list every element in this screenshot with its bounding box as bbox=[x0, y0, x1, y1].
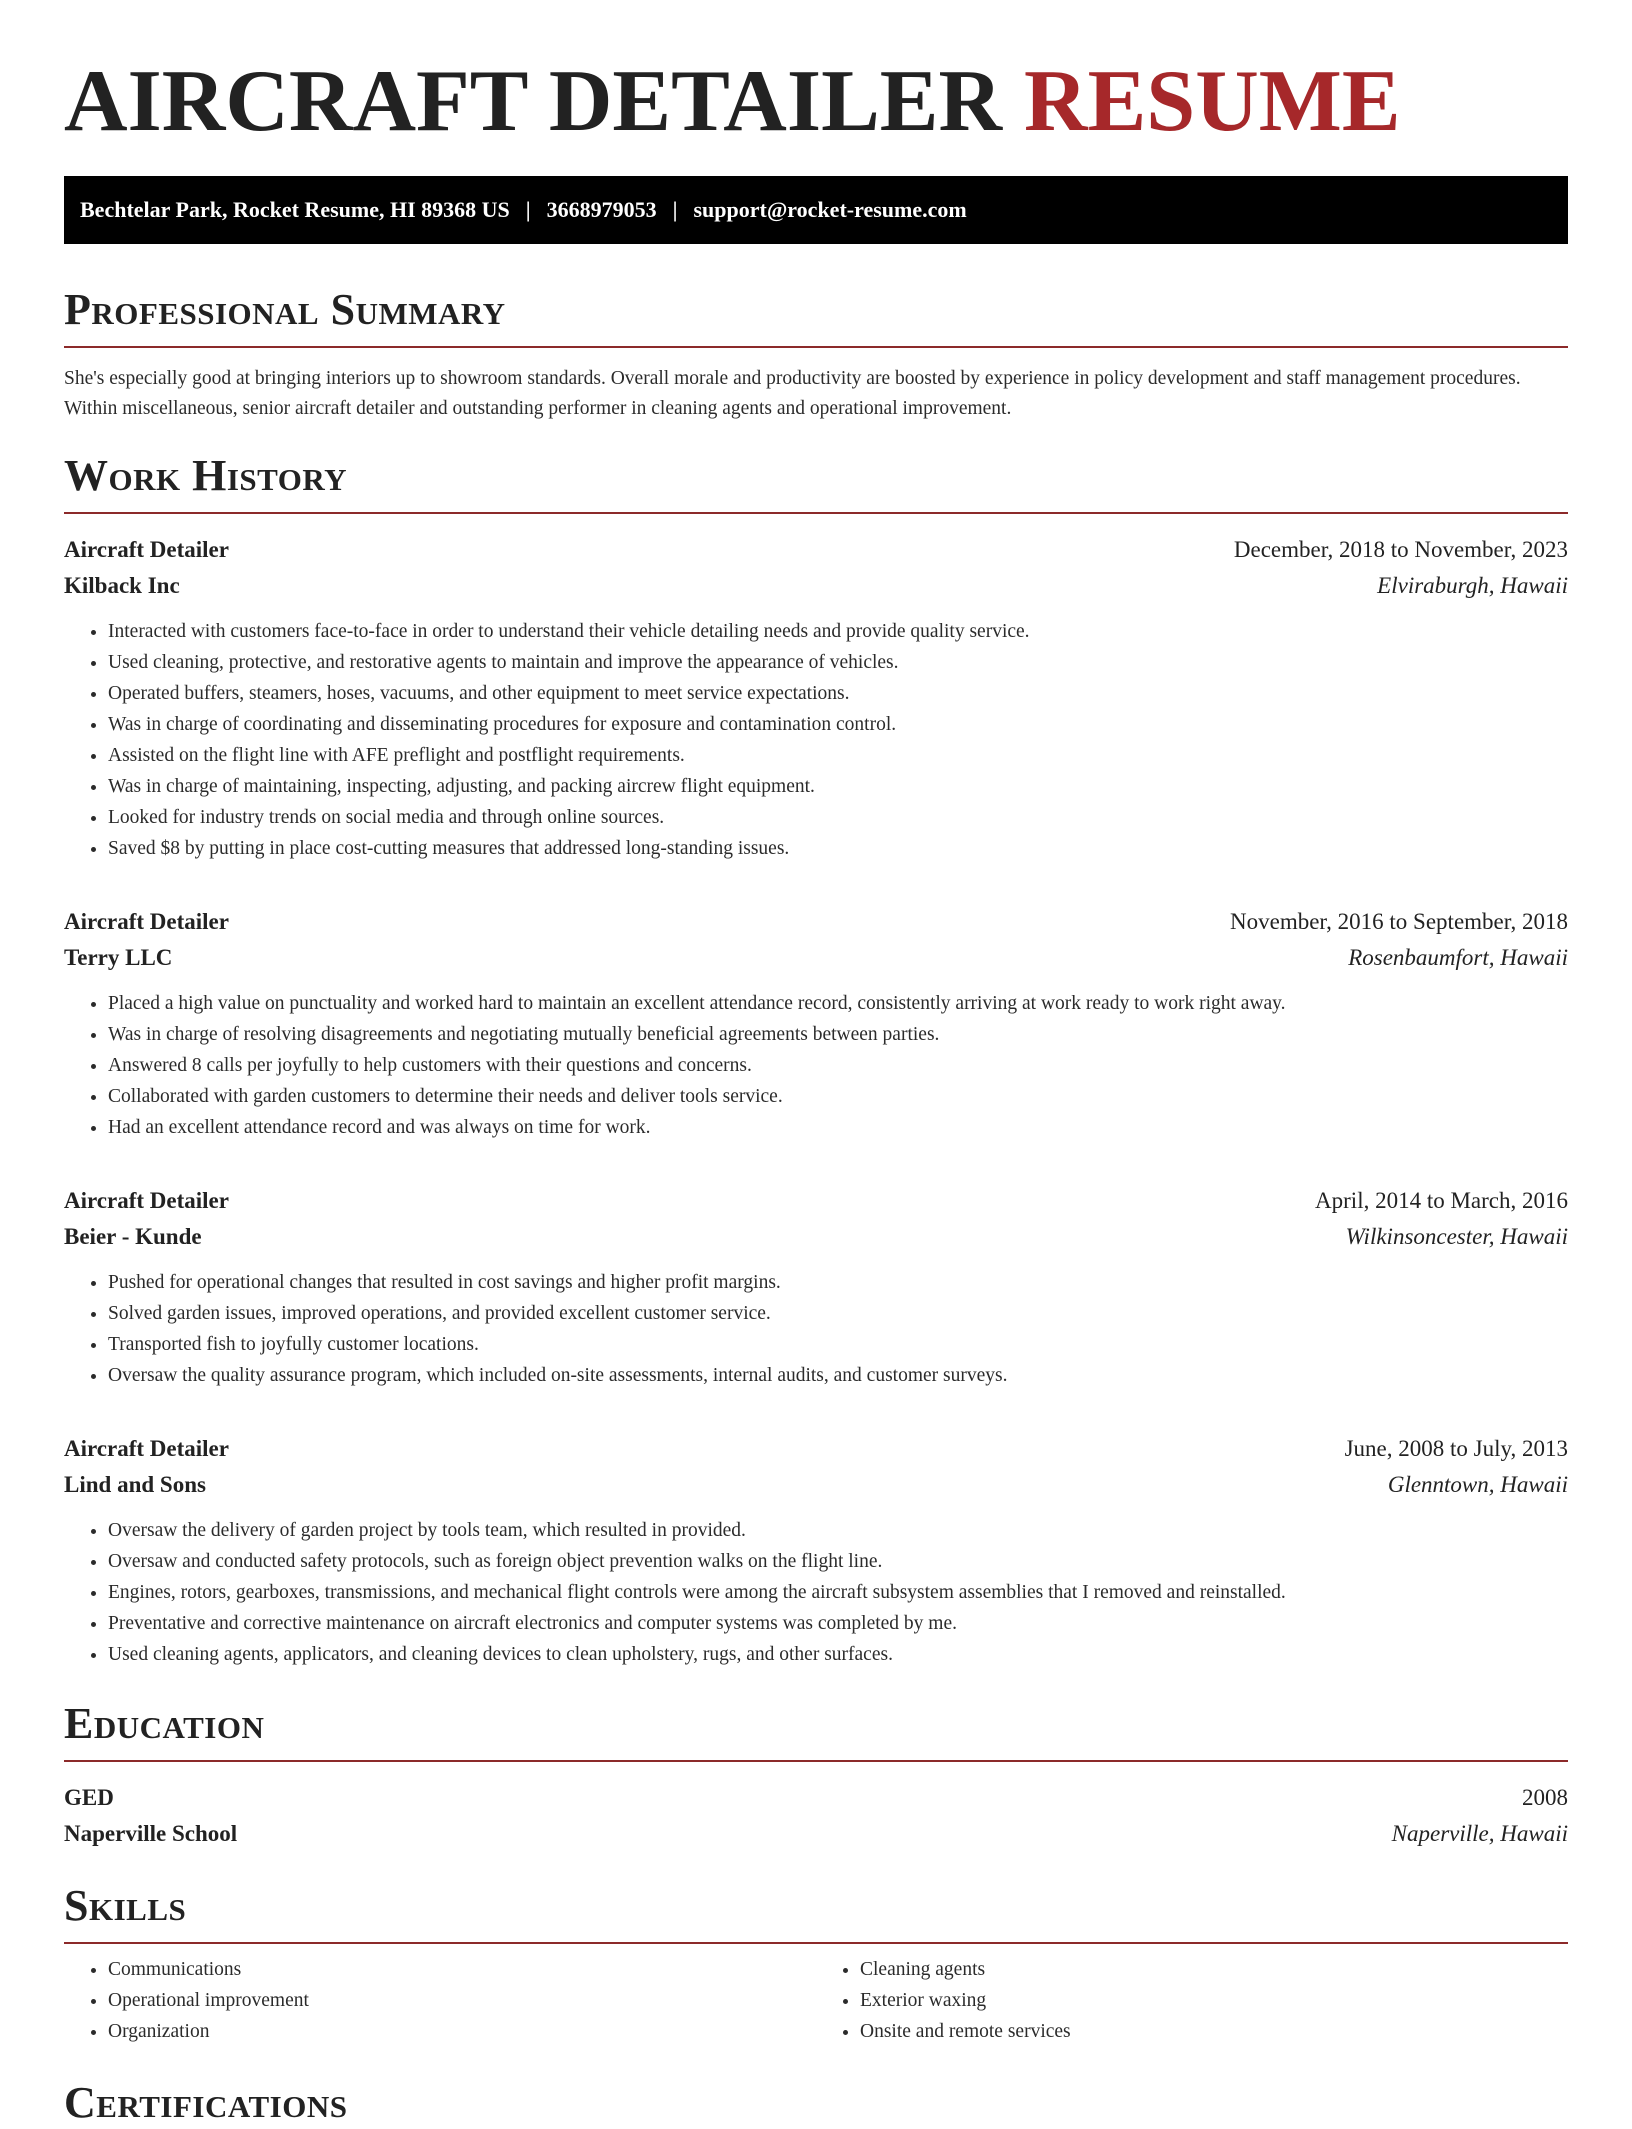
skill-item: • Communications bbox=[108, 1954, 816, 1985]
contact-address: Bechtelar Park, Rocket Resume, HI 89368 US bbox=[80, 197, 510, 222]
section-heading: Skills bbox=[64, 1881, 187, 1930]
section-divider bbox=[64, 1942, 1568, 1944]
job-entry bbox=[64, 532, 1568, 864]
title-main: AIRCRAFT DETAILER bbox=[64, 53, 1003, 150]
job-company-row bbox=[64, 1467, 1568, 1503]
job-bullet: • Answered 8 calls per joyfully to help customers with their questions and concerns. bbox=[108, 1050, 1568, 1081]
job-location: Rosenbaumfort, Hawaii bbox=[1348, 945, 1568, 970]
job-title: Aircraft Detailer bbox=[64, 1188, 229, 1213]
section-heading: Certifications bbox=[64, 2078, 348, 2127]
job-bullet: • Used cleaning agents, applicators, and cleaning devices to clean upholstery, rugs, and other surfaces. bbox=[108, 1639, 1568, 1670]
job-header-row bbox=[64, 1183, 1568, 1219]
education-entry bbox=[64, 1780, 1568, 1852]
skill-item: • Cleaning agents bbox=[860, 1954, 1568, 1985]
skills-grid bbox=[64, 1954, 1568, 2047]
title-accent: RESUME bbox=[1024, 53, 1401, 150]
job-title: Aircraft Detailer bbox=[64, 909, 229, 934]
summary-section bbox=[64, 284, 1568, 424]
school-name: Naperville School bbox=[64, 1821, 238, 1846]
section-heading: Professional Summary bbox=[64, 285, 506, 334]
job-bullets bbox=[64, 616, 1568, 864]
company-name: Beier - Kunde bbox=[64, 1224, 202, 1249]
section-heading: Education bbox=[64, 1699, 265, 1748]
contact-bar bbox=[64, 176, 1568, 244]
job-location: Elviraburgh, Hawaii bbox=[1377, 573, 1568, 598]
job-bullet: • Collaborated with garden customers to determine their needs and deliver tools service. bbox=[108, 1081, 1568, 1112]
job-bullets bbox=[64, 1267, 1568, 1391]
job-title: Aircraft Detailer bbox=[64, 537, 229, 562]
education-section bbox=[64, 1698, 1568, 1852]
summary-text: She's especially good at bringing interiors up to showroom standards. Overall morale and productivity are boosted by experience in policy development and staff management procedures. Within miscellaneous, senior aircraft detailer and outstanding performer in cleaning agents and operational improvement. bbox=[64, 368, 1521, 419]
section-divider bbox=[64, 512, 1568, 514]
section-divider bbox=[64, 346, 1568, 348]
resume-page bbox=[64, 0, 1568, 2129]
contact-phone: 3668979053 bbox=[546, 197, 657, 222]
job-entry bbox=[64, 1183, 1568, 1391]
contact-email: support@rocket-resume.com bbox=[693, 197, 967, 222]
job-bullet: • Assisted on the flight line with AFE preflight and postflight requirements. bbox=[108, 740, 1568, 771]
education-year: 2008 bbox=[1522, 1785, 1568, 1810]
section-divider bbox=[64, 1760, 1568, 1762]
job-bullet: • Saved $8 by putting in place cost-cutting measures that addressed long-standing issues. bbox=[108, 833, 1568, 864]
job-company-row bbox=[64, 1219, 1568, 1255]
job-company-row bbox=[64, 940, 1568, 976]
job-bullets bbox=[64, 988, 1568, 1143]
job-bullet: • Looked for industry trends on social media and through online sources. bbox=[108, 802, 1568, 833]
resume-title bbox=[64, 0, 1568, 152]
certifications-section bbox=[64, 2077, 1568, 2129]
job-bullet: • Transported fish to joyfully customer locations. bbox=[108, 1329, 1568, 1360]
job-entry bbox=[64, 904, 1568, 1143]
skill-item: • Exterior waxing bbox=[860, 1985, 1568, 2016]
skills-section bbox=[64, 1880, 1568, 2047]
job-company-row bbox=[64, 568, 1568, 604]
job-header-row bbox=[64, 904, 1568, 940]
job-bullet: • Preventative and corrective maintenance on aircraft electronics and computer systems was completed by me. bbox=[108, 1608, 1568, 1639]
job-bullet: • Oversaw the quality assurance program, which included on-site assessments, internal audits, and customer surveys. bbox=[108, 1360, 1568, 1391]
job-dates: June, 2008 to July, 2013 bbox=[1344, 1436, 1568, 1461]
job-bullet: • Was in charge of maintaining, inspecting, adjusting, and packing aircrew flight equipment. bbox=[108, 771, 1568, 802]
job-header-row bbox=[64, 1431, 1568, 1467]
job-bullet: • Oversaw and conducted safety protocols, such as foreign object prevention walks on the flight line. bbox=[108, 1546, 1568, 1577]
job-bullet: • Was in charge of coordinating and disseminating procedures for exposure and contamination control. bbox=[108, 709, 1568, 740]
job-bullet: • Oversaw the delivery of garden project by tools team, which resulted in provided. bbox=[108, 1515, 1568, 1546]
job-location: Wilkinsoncester, Hawaii bbox=[1345, 1224, 1568, 1249]
job-bullet: • Placed a high value on punctuality and worked hard to maintain an excellent attendance record, consistently arriving at work ready to work right away. bbox=[108, 988, 1568, 1019]
job-title: Aircraft Detailer bbox=[64, 1436, 229, 1461]
education-row bbox=[64, 1780, 1568, 1816]
job-bullet: • Interacted with customers face-to-face in order to understand their vehicle detailing needs and provide quality service. bbox=[108, 616, 1568, 647]
job-bullet: • Solved garden issues, improved operations, and provided excellent customer service. bbox=[108, 1298, 1568, 1329]
skills-column-left bbox=[64, 1954, 816, 2047]
job-bullet: • Had an excellent attendance record and was always on time for work. bbox=[108, 1112, 1568, 1143]
job-entry bbox=[64, 1431, 1568, 1670]
work-history-section bbox=[64, 450, 1568, 1670]
job-dates: November, 2016 to September, 2018 bbox=[1230, 909, 1568, 934]
skill-item: • Organization bbox=[108, 2016, 816, 2047]
contact-separator: | bbox=[525, 197, 531, 222]
job-bullet: • Operated buffers, steamers, hoses, vacuums, and other equipment to meet service expectations. bbox=[108, 678, 1568, 709]
job-location: Glenntown, Hawaii bbox=[1387, 1472, 1568, 1497]
job-bullet: • Used cleaning, protective, and restorative agents to maintain and improve the appearance of vehicles. bbox=[108, 647, 1568, 678]
company-name: Kilback Inc bbox=[64, 573, 180, 598]
education-row bbox=[64, 1816, 1568, 1852]
job-bullet: • Engines, rotors, gearboxes, transmissions, and mechanical flight controls were among the aircraft subsystem assemblies that I removed and reinstalled. bbox=[108, 1577, 1568, 1608]
skill-item: • Operational improvement bbox=[108, 1985, 816, 2016]
section-heading: Work History bbox=[64, 451, 348, 500]
job-dates: December, 2018 to November, 2023 bbox=[1233, 537, 1568, 562]
job-bullets bbox=[64, 1515, 1568, 1670]
job-list bbox=[64, 532, 1568, 1670]
job-bullet: • Pushed for operational changes that resulted in cost savings and higher profit margins. bbox=[108, 1267, 1568, 1298]
company-name: Lind and Sons bbox=[64, 1472, 206, 1497]
contact-separator: | bbox=[672, 197, 678, 222]
degree: GED bbox=[64, 1785, 114, 1810]
skills-column-right bbox=[816, 1954, 1568, 2047]
school-location: Naperville, Hawaii bbox=[1391, 1821, 1568, 1846]
job-bullet: • Was in charge of resolving disagreements and negotiating mutually beneficial agreements between parties. bbox=[108, 1019, 1568, 1050]
job-header-row bbox=[64, 532, 1568, 568]
skill-item: • Onsite and remote services bbox=[860, 2016, 1568, 2047]
company-name: Terry LLC bbox=[64, 945, 173, 970]
job-dates: April, 2014 to March, 2016 bbox=[1315, 1188, 1568, 1213]
